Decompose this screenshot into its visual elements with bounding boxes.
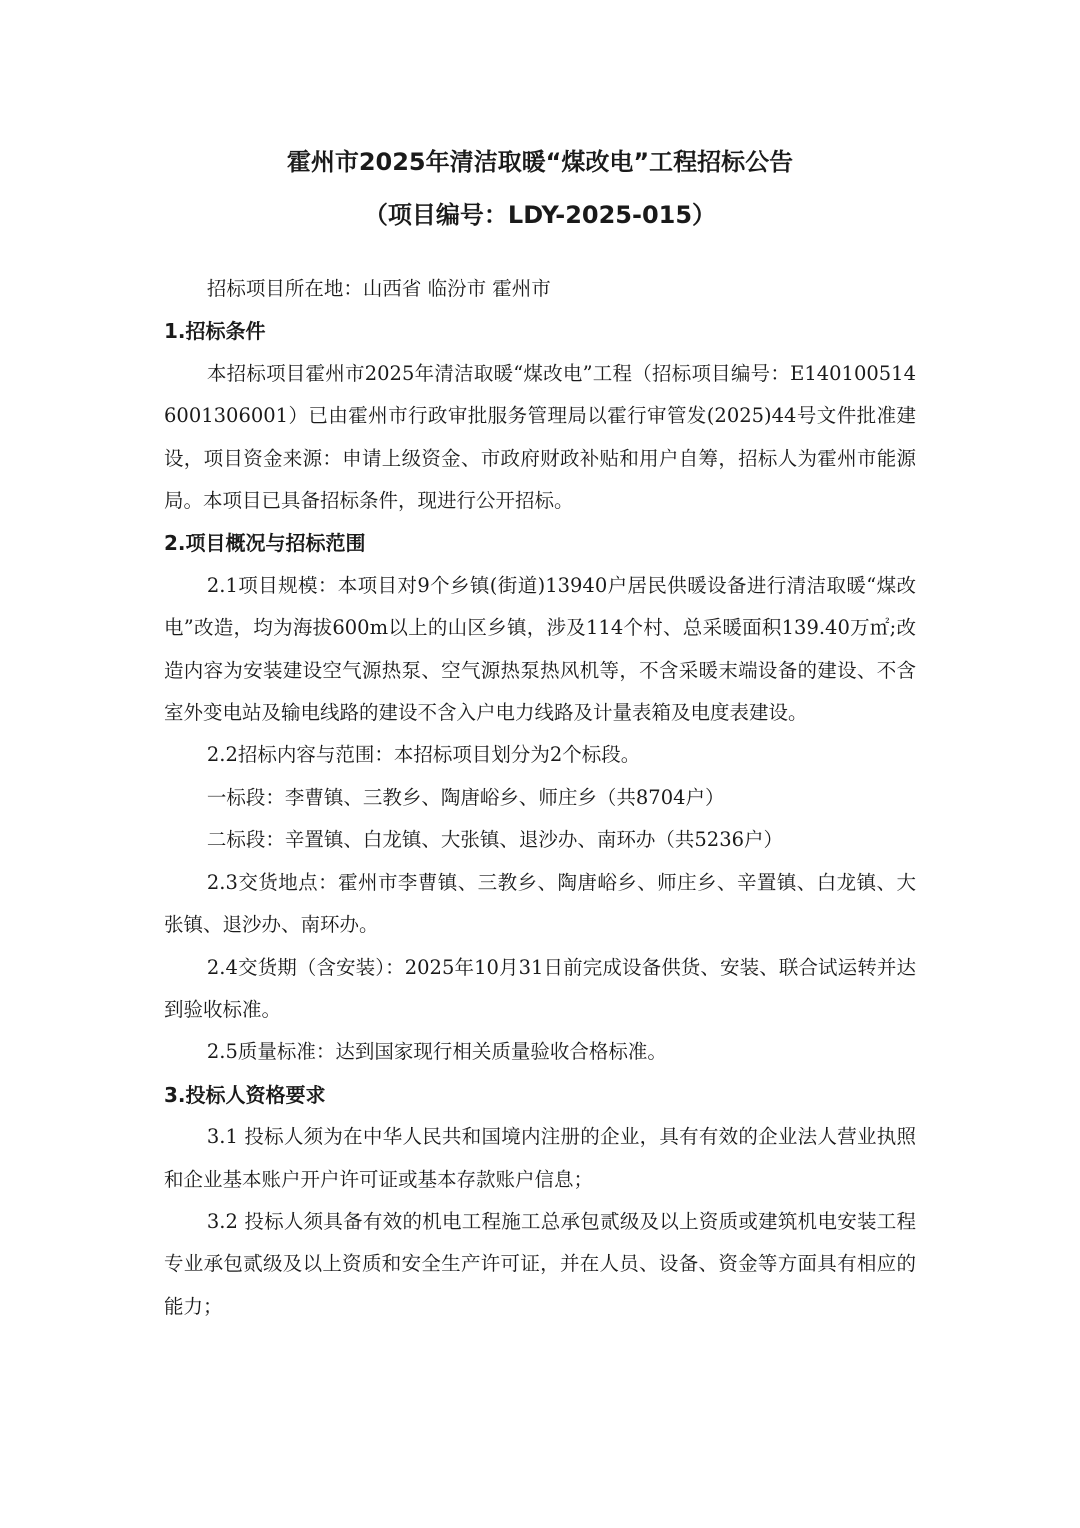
section-3-1-paragraph: 3.1 投标人须为在中华人民共和国境内注册的企业，具有有效的企业法人营业执照和企业基本账户开户许可证或基本存款账户信息； bbox=[164, 1125, 916, 1191]
section-heading-2: 2.项目概况与招标范围 bbox=[164, 531, 366, 556]
section-2-5-paragraph: 2.5质量标准：达到国家现行相关质量验收合格标准。 bbox=[206, 1040, 667, 1064]
section-heading-1: 1.招标条件 bbox=[164, 319, 266, 344]
section-3-2-paragraph: 3.2 投标人须具备有效的机电工程施工总承包贰级及以上资质或建筑机电安装工程专业承包贰级及以上资质和安全生产许可证，并在人员、设备、资金等方面具有相应的能力； bbox=[164, 1209, 916, 1318]
project-location: 招标项目所在地：山西省 临汾市 霍州市 bbox=[206, 277, 551, 300]
document-body bbox=[164, 268, 916, 1328]
section-2-1-paragraph: 2.1项目规模：本项目对9个乡镇(街道)13940户居民供暖设备进行清洁取暖“煤改电”改造，均为海拔600m以上的山区乡镇，涉及114个村、总采暖面积139.40万㎡;改造内容为安装建设空气源热泵、空气源热泵热风机等，不含采暖末端设备的建设、不含室外变电站及输电线路的建设不含入户电力线路及计量表箱及电度表建设。 bbox=[164, 573, 916, 725]
section-heading-3: 3.投标人资格要求 bbox=[164, 1082, 326, 1107]
lot-2-line: 二标段：辛置镇、白龙镇、大张镇、退沙办、南环办（共5236户） bbox=[206, 828, 784, 852]
section-2-4-paragraph: 2.4交货期（含安装）：2025年10月31日前完成设备供货、安装、联合试运转并达到验收标准。 bbox=[164, 955, 916, 1021]
section-2-3-paragraph: 2.3交货地点：霍州市李曹镇、三教乡、陶唐峪乡、师庄乡、辛置镇、白龙镇、大张镇、退沙办、南环办。 bbox=[164, 870, 916, 937]
section-1-paragraph: 本招标项目霍州市2025年清洁取暖“煤改电”工程（招标项目编号：E1401005146001306001）已由霍州市行政审批服务管理局以霍行审管发(2025)44号文件批准建设，项目资金来源：申请上级资金、市政府财政补贴和用户自筹，招标人为霍州市能源局。本项目已具备招标条件，现进行公开招标。 bbox=[164, 361, 916, 513]
document-title: 霍州市2025年清洁取暖“煤改电”工程招标公告 bbox=[286, 148, 794, 176]
section-2-2-paragraph: 2.2招标内容与范围：本招标项目划分为2个标段。 bbox=[206, 743, 641, 767]
lot-1-line: 一标段：李曹镇、三教乡、陶唐峪乡、师庄乡（共8704户） bbox=[206, 785, 725, 809]
project-number: （项目编号：LDY-2025-015） bbox=[363, 201, 717, 229]
